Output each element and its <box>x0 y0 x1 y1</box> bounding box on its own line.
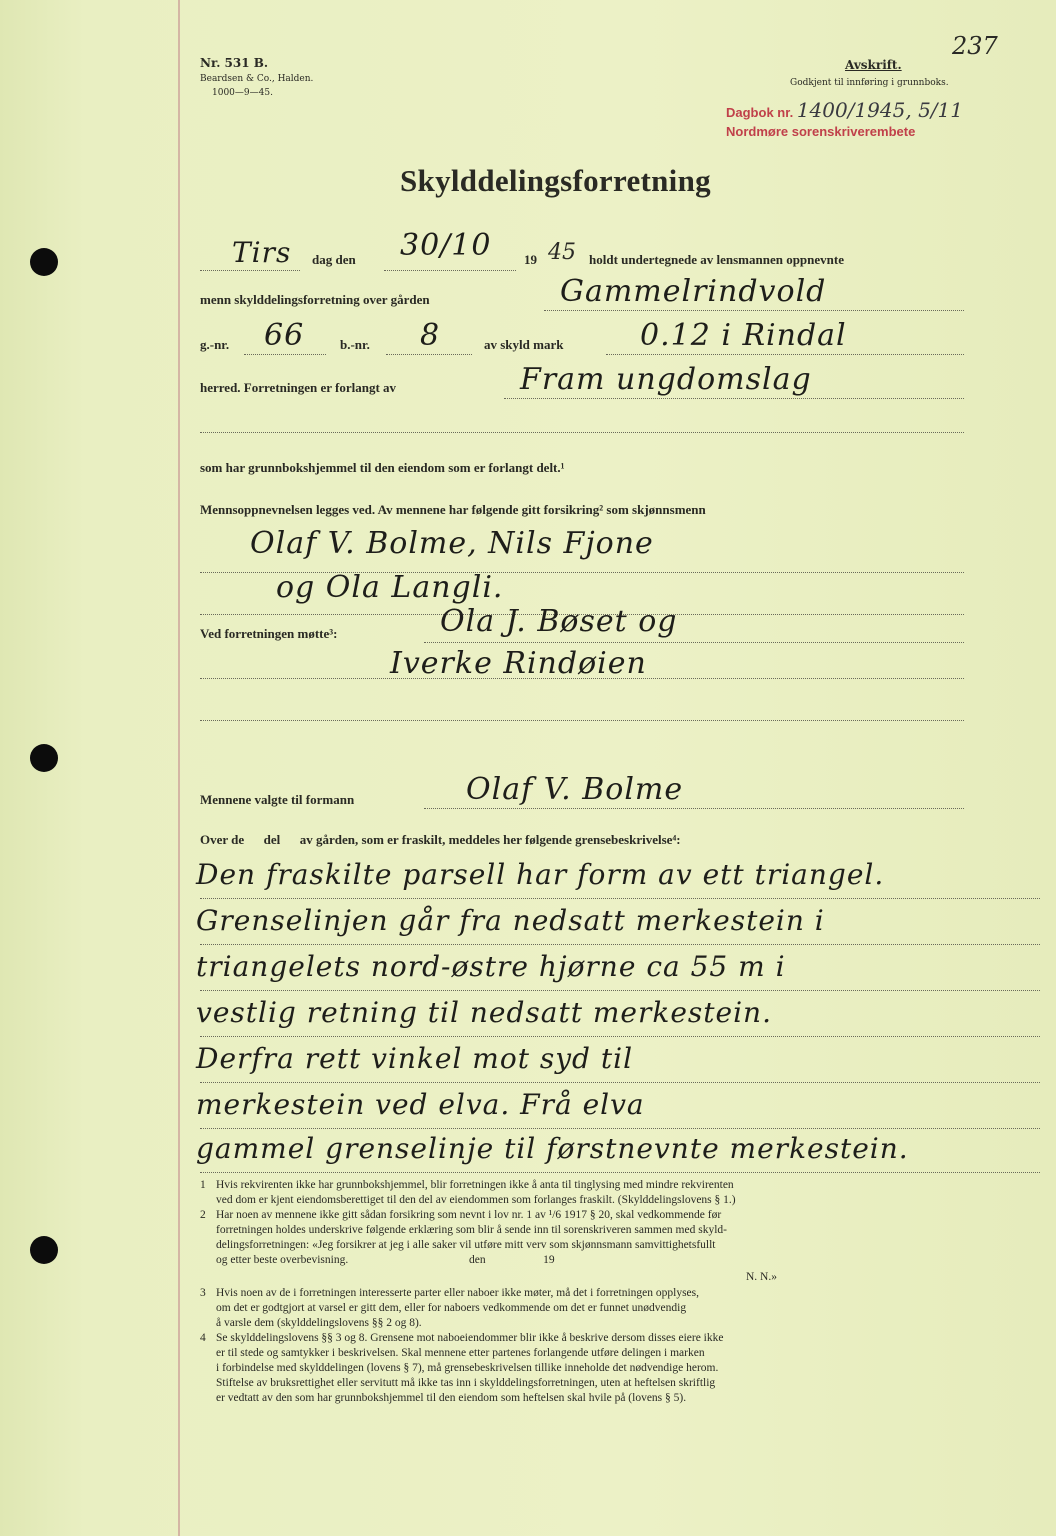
print-run: 1000—9—45. <box>212 88 273 98</box>
desc-line: Den fraskilte parsell har form av ett triangel. <box>196 858 885 891</box>
punch-hole <box>30 1236 58 1264</box>
footnote-4-line: Stiftelse av bruksrettighet eller servitutt må ikke tas inn i skylddelingsforretningen, uten at heftelsen skriftlig <box>216 1377 716 1389</box>
footnote-2-signature: N. N.» <box>746 1271 777 1283</box>
footnote-2-line: delingsforretningen: «Jeg forsikrer at jeg i alle saker vil utføre mitt verv som skjønnsmann samvittighetsfullt <box>216 1239 716 1251</box>
footnote-4-line: er vedtatt av den som har grunnbokshjemmel til den eiendom som heftelsen skal hvile på (lovens § 5). <box>216 1392 687 1404</box>
publisher: Beardsen & Co., Halden. <box>200 74 314 84</box>
footnote-1-line: Hvis rekvirenten ikke har grunnbokshjemmel, blir forretningen ikke å anta til tinglysing med mindre rekvirenten <box>216 1179 734 1191</box>
footnote-4-line: Se skylddelingslovens §§ 3 og 8. Grensene mot naboeiendommer blir ikke å beskrive dersom disses eiere ikke <box>216 1332 724 1344</box>
stamp-line2: Nordmøre sorenskriverembete <box>726 124 916 139</box>
gnr-label: g.-nr. <box>200 337 230 352</box>
footnote-2-number: 2 <box>200 1209 206 1221</box>
skyld-label: av skyld mark <box>484 337 564 352</box>
stamp-diary-value: 1400/1945, 5/11 <box>796 98 963 122</box>
punch-hole <box>30 248 58 276</box>
year-prefix: 19 <box>524 252 537 267</box>
footnote-3-line: om det er godtgjort at varsel er gitt dem, eller for naboers vedkommende om det er funnet unødvendig <box>216 1302 687 1314</box>
footnote-2-line: forretningen holdes underskrive følgende erklæring som blir å sende inn til sorenskriveren sammen med skyld- <box>216 1224 727 1236</box>
farm-value: Gammelrindvold <box>560 274 827 309</box>
footnote-4-line: er til stede og samtykker i beskrivelsen. Skal mennene etter partenes forlangende utføre delingen i marken <box>216 1347 705 1359</box>
skyld-value: 0.12 i Rindal <box>640 318 847 353</box>
attended-label: Ved forretningen møtte³: <box>200 626 338 641</box>
desc-line: Derfra rett vinkel mot syd til <box>196 1042 634 1075</box>
description-intro: Over de del av gården, som er fraskilt, meddeles her følgende grensebeskrivelse⁴: <box>200 832 681 847</box>
desc-line: gammel grenselinje til førstnevnte merkestein. <box>196 1132 909 1165</box>
stamp-line1 <box>726 98 963 122</box>
page-number: 237 <box>952 32 998 60</box>
footnote-1-line: ved dom er kjent eiendomsberettiget til den del av eiendommen som forlanges fraskilt. (Skylddelingslovens § 1.) <box>216 1194 736 1206</box>
year-value: 45 <box>548 240 576 265</box>
punch-hole <box>30 744 58 772</box>
footnote-2-line: Har noen av mennene ikke gitt sådan forsikring som nevnt i lov nr. 1 av ¹/6 1917 § 20, skal vedkommende før <box>216 1209 722 1221</box>
hjemmel-text: som har grunnbokshjemmel til den eiendom som er forlangt delt.¹ <box>200 460 565 475</box>
weekday-value: Tirs <box>232 236 292 269</box>
requester-value: Fram ungdomslag <box>520 362 812 397</box>
men-line2: og Ola Langli. <box>276 570 504 605</box>
footnote-3-line: Hvis noen av de i forretningen interesserte parter eller naboer ikke møter, må det i forretningen opplyses, <box>216 1287 700 1299</box>
desc-line: triangelets nord-østre hjørne ca 55 m i <box>196 950 786 983</box>
day-label: dag den <box>312 252 356 267</box>
gnr-value: 66 <box>264 318 305 353</box>
footnote-4-number: 4 <box>200 1332 206 1344</box>
footnote-3-line: å varsle dem (skylddelingslovens §§ 2 og 8). <box>216 1317 422 1329</box>
copy-label: Avskrift. <box>845 58 902 72</box>
form-number: Nr. 531 B. <box>200 56 269 70</box>
stamp-label: Dagbok nr. <box>726 105 794 120</box>
desc-line: merkestein ved elva. Frå elva <box>196 1088 645 1121</box>
chair-label: Mennene valgte til formann <box>200 792 355 807</box>
approved-text: Godkjent til innføring i grunnboks. <box>790 78 949 88</box>
margin-line <box>178 0 180 1536</box>
chair-value: Olaf V. Bolme <box>466 772 684 807</box>
date-value: 30/10 <box>400 228 492 263</box>
men-line1: Olaf V. Bolme, Nils Fjone <box>250 526 654 561</box>
footnote-4-line: i forbindelse med skylddelingen (lovens § 7), må grensebeskrivelsen tillike inneholde det nødvendige herom. <box>216 1362 719 1374</box>
footnote-2-line: og etter beste overbevisning. den 19 <box>216 1254 555 1266</box>
footnote-3-number: 3 <box>200 1287 206 1299</box>
herred-label: herred. Forretningen er forlangt av <box>200 380 397 395</box>
line1-tail: holdt undertegnede av lensmannen oppnevnte <box>589 252 844 267</box>
bnr-value: 8 <box>420 318 441 353</box>
attended-line1: Ola J. Bøset og <box>440 604 678 639</box>
attended-line2: Iverke Rindøien <box>390 646 647 681</box>
farm-label: menn skylddelingsforretning over gården <box>200 292 430 307</box>
footnote-1-number: 1 <box>200 1179 206 1191</box>
desc-line: vestlig retning til nedsatt merkestein. <box>196 996 772 1029</box>
bnr-label: b.-nr. <box>340 337 370 352</box>
menn-text: Mennsoppnevnelsen legges ved. Av mennene har følgende gitt forsikring² som skjønnsmenn <box>200 502 706 517</box>
page-title: Skylddelingsforretning <box>400 163 711 198</box>
desc-line: Grenselinjen går fra nedsatt merkestein i <box>196 904 825 937</box>
